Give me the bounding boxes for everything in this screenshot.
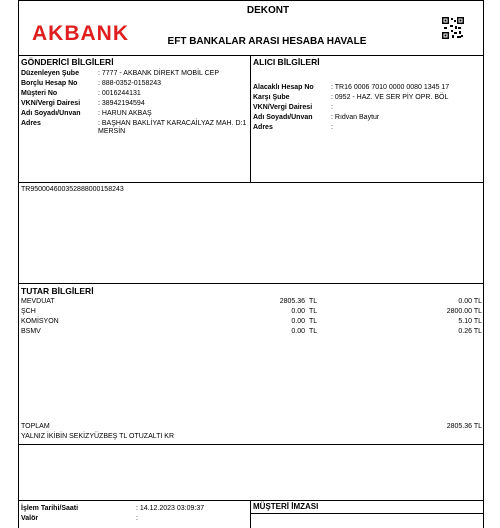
- footer-value: :: [136, 515, 138, 522]
- amount-row-label: ŞCH: [21, 308, 36, 315]
- amount-left-value: 0.00: [291, 318, 305, 325]
- receiver-label: Alacaklı Hesap No: [253, 84, 314, 91]
- receiver-label: Adres: [253, 124, 273, 131]
- customer-signature-title: MÜŞTERİ İMZASI: [253, 502, 319, 511]
- receiver-label: VKN/Vergi Dairesi: [253, 104, 313, 111]
- amount-left-value: 2805.36: [279, 298, 305, 305]
- document-subtitle: EFT BANKALAR ARASI HESABA HAVALE: [167, 36, 367, 47]
- akbank-logo: AKBANK: [32, 22, 129, 45]
- transaction-description: TR950004600352888000158243: [21, 186, 124, 193]
- receiver-value: :: [331, 124, 333, 131]
- sender-value: : HARUN AKBAŞ: [98, 110, 152, 117]
- sender-value: : 7777 - AKBANK DİREKT MOBİL CEP: [98, 70, 219, 77]
- amounts-section-title: TUTAR BİLGİLERİ: [21, 286, 94, 296]
- footer-label: İşlem Tarihi/Saati: [21, 505, 79, 512]
- receiver-value: : TR16 0006 7010 0000 0080 1345 17: [331, 84, 450, 91]
- footer-label: Valör: [21, 515, 39, 522]
- amount-left-value: 0.00: [291, 308, 305, 315]
- amount-right-value: 5.10 TL: [458, 318, 482, 325]
- qr-code-icon: [442, 17, 464, 39]
- sender-label: Borçlu Hesap No: [21, 80, 78, 87]
- amount-left-currency: TL: [309, 318, 318, 325]
- amount-row-label: MEVDUAT: [21, 298, 55, 305]
- total-value: 2805.36 TL: [446, 423, 482, 430]
- receiver-section-title: ALICI BİLGİLERİ: [253, 57, 320, 67]
- receiver-label: Adı Soyadı/Unvan: [253, 114, 313, 121]
- amount-left-currency: TL: [309, 308, 318, 315]
- amount-row-label: KOMİSYON: [21, 318, 59, 325]
- amount-left-currency: TL: [309, 298, 318, 305]
- amount-right-value: 2800.00 TL: [446, 308, 482, 315]
- amount-row-label: BSMV: [21, 328, 41, 335]
- receipt-frame: [18, 0, 484, 528]
- amount-left-currency: TL: [309, 328, 318, 335]
- sender-address-value: : BAŞHAN BAKLİYAT KARACAİLYAZ MAH. D:1 MERSİN: [98, 120, 247, 135]
- receiver-value: : 0952 - HAZ. VE SER PİY OPR. BÖL: [331, 94, 449, 101]
- amount-right-value: 0.26 TL: [458, 328, 482, 335]
- footer-value: : 14.12.2023 03:09:37: [136, 505, 205, 512]
- sender-section-title: GÖNDERİCİ BİLGİLERİ: [21, 57, 114, 67]
- sender-value: : 888-0352-0158243: [98, 80, 162, 87]
- receiver-value: : Rıdvan Baytur: [331, 114, 380, 121]
- sender-value: : 0016244131: [98, 90, 141, 97]
- sender-label: VKN/Vergi Dairesi: [21, 100, 81, 107]
- sender-label: Düzenleyen Şube: [21, 70, 79, 77]
- amount-in-words: YALNIZ İKİBİN SEKİZYÜZBEŞ TL OTUZALTI KR: [21, 433, 174, 440]
- receiver-label: Karşı Şube: [253, 94, 290, 101]
- sender-label: Adı Soyadı/Unvan: [21, 110, 81, 117]
- receiver-value: :: [331, 104, 333, 111]
- sender-value: : 38942194594: [98, 100, 145, 107]
- document-title: DEKONT: [246, 5, 290, 16]
- sender-label: Müşteri No: [21, 90, 58, 97]
- amount-right-value: 0.00 TL: [458, 298, 482, 305]
- sender-label: Adres: [21, 120, 41, 127]
- total-label: TOPLAM: [21, 423, 50, 430]
- amount-left-value: 0.00: [291, 328, 305, 335]
